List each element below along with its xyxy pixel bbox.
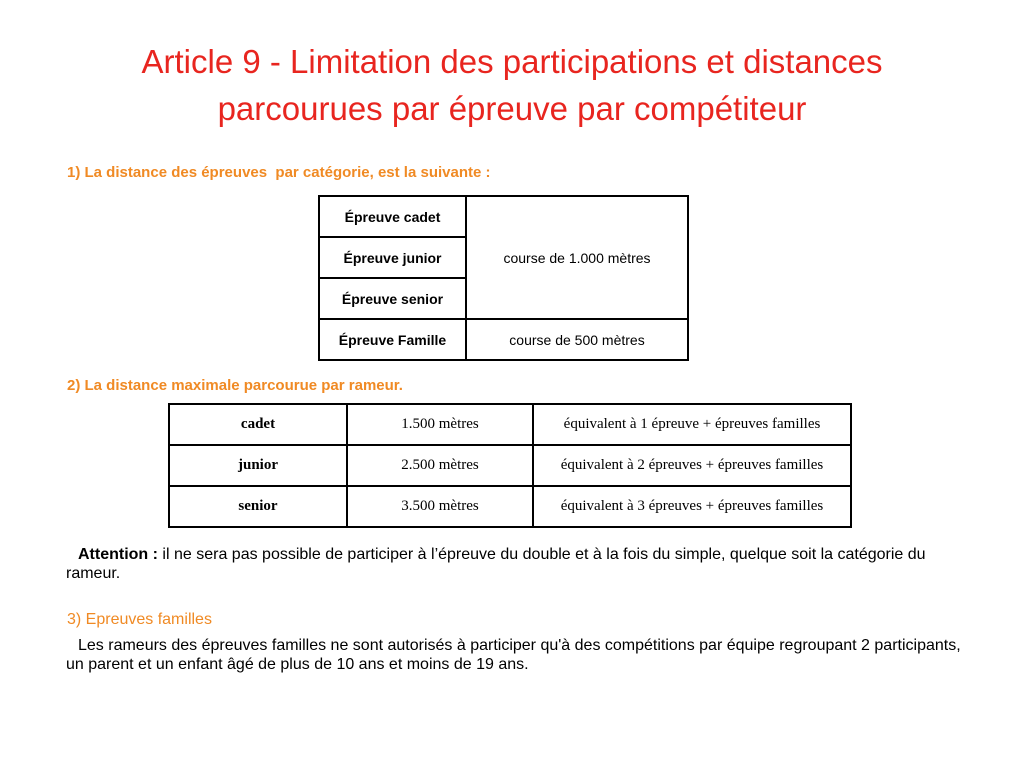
distance-cell: 1.500 mètres [347, 404, 533, 445]
event-label-senior: Épreuve senior [319, 278, 466, 319]
event-label-cadet: Épreuve cadet [319, 196, 466, 237]
event-distance-table [318, 195, 689, 361]
attention-paragraph [66, 545, 966, 583]
section-2-heading: 2) La distance maximale parcourue par rameur. [67, 377, 403, 394]
distance-cell: 2.500 mètres [347, 445, 533, 486]
title-line-2: parcourues par épreuve par compétiteur [217, 90, 807, 127]
event-label-famille: Épreuve Famille [319, 319, 466, 360]
table-row [319, 319, 688, 360]
category-cell: cadet [169, 404, 347, 445]
category-cell: junior [169, 445, 347, 486]
equivalent-cell: équivalent à 3 épreuves + épreuves familles [533, 486, 851, 527]
title-line-1: Article 9 - Limitation des participations et distances [141, 43, 883, 80]
table-row [319, 196, 688, 237]
table-row [169, 445, 851, 486]
table-row [169, 486, 851, 527]
merged-distance-cell: course de 1.000 mètres [466, 196, 688, 319]
table-row [169, 404, 851, 445]
max-distance-table [168, 403, 852, 528]
equivalent-cell: équivalent à 1 épreuve + épreuves familles [533, 404, 851, 445]
section-1-heading: 1) La distance des épreuves par catégorie, est la suivante : [67, 164, 491, 181]
section-3-paragraph: Les rameurs des épreuves familles ne sont autorisés à participer qu'à des compétitions par équipe regroupant 2 participants, un parent et un enfant âgé de plus de 10 ans et moins de 19 ans. [66, 637, 961, 673]
famille-distance-cell: course de 500 mètres [466, 319, 688, 360]
slide-title [0, 38, 1024, 132]
equivalent-cell: équivalent à 2 épreuves + épreuves familles [533, 445, 851, 486]
event-label-junior: Épreuve junior [319, 237, 466, 278]
attention-text: il ne sera pas possible de participer à l’épreuve du double et à la fois du simple, quelque soit la catégorie du rameur. [66, 546, 926, 582]
distance-cell: 3.500 mètres [347, 486, 533, 527]
category-cell: senior [169, 486, 347, 527]
section-3-heading: 3) Epreuves familles [67, 611, 212, 628]
attention-label: Attention : [78, 546, 158, 563]
